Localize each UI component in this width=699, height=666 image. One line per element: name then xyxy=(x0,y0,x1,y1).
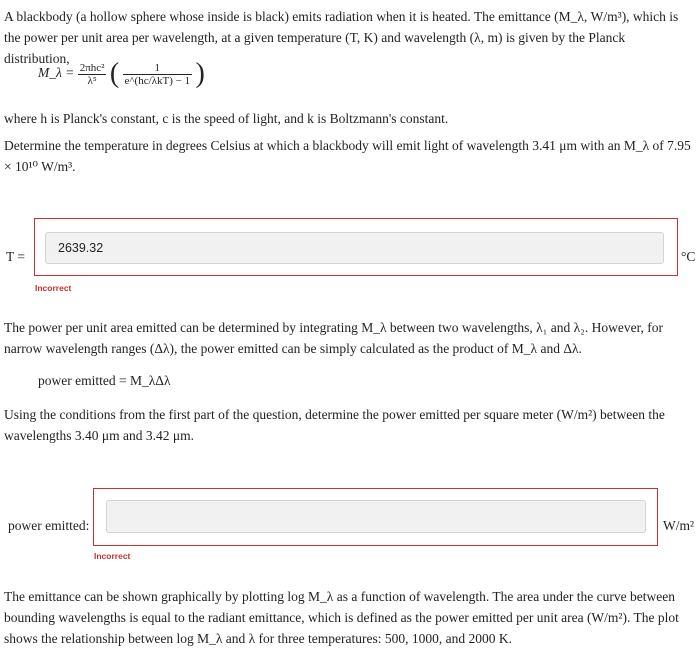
question-2: Using the conditions from the first part of the question, determine the power emitted per square meter (W/m²) between the wavelengths 3.40 μm and 3.42 μm. xyxy=(4,407,665,443)
paragraph-2: The power per unit area emitted can be determined by integrating M_λ between two wavelengths, λ₁ and λ₂. However, for narrow wavelength ranges (Δλ), the power emitted can be simply calculated as the product of M_λ and Δλ. xyxy=(4,320,664,356)
power-formula: power emitted = M_λΔλ xyxy=(38,373,171,388)
intro-text: A blackbody (a hollow sphere whose inside is black) emits radiation when it is heated. The emittance (M_λ, W/m³), which is the power per unit area per wavelength, at a given temperature (T, K) and wavelength (λ, m) is given by the Planck distribution, xyxy=(4,9,679,66)
celsius-unit: °C xyxy=(681,249,696,264)
incorrect-label-1: Incorrect xyxy=(35,283,72,293)
formula-lhs: M_λ = xyxy=(38,65,75,81)
paragraph-3: The emittance can be shown graphically by plotting log M_λ as a function of wavelength. The area under the curve between bounding wavelengths is equal to the radiant emittance, which is defined as the power emitted per unit area (W/m²). The plot shows the relationship between log M_λ and λ for three temperatures: 500, 1000, and 2000 K. xyxy=(4,589,679,646)
formula-fraction-2: $\frac{1}{\text{e\textasciicircum{}(hc/λkT) − 1}}$ xyxy=(124,61,191,87)
temperature-input[interactable]: 2639.32 xyxy=(45,232,664,264)
incorrect-label-2: Incorrect xyxy=(94,551,131,561)
where-text: where h is Planck's constant, c is the speed of light, and k is Boltzmann's constant. xyxy=(4,111,449,126)
question-1: Determine the temperature in degrees Celsius at which a blackbody will emit light of wavelength 3.41 μm with an M_λ of 7.95 × 10¹⁰ W/m³. xyxy=(4,138,691,174)
temperature-label: T = xyxy=(6,249,25,264)
formula-fraction-1: $\frac{\text{2πhc²}}{\text{λ⁵}}$ xyxy=(79,61,105,87)
planck-formula: M_λ = $\frac{\text{2πhc²}}{\text{λ⁵}}$ ( $\frac{1}{\text{e\textasciicircum{}(hc/λkT) − 1}}$ ) xyxy=(38,58,205,89)
power-emitted-input[interactable] xyxy=(106,500,646,533)
power-emitted-label: power emitted: xyxy=(8,518,90,533)
power-unit: W/m² xyxy=(663,518,695,533)
